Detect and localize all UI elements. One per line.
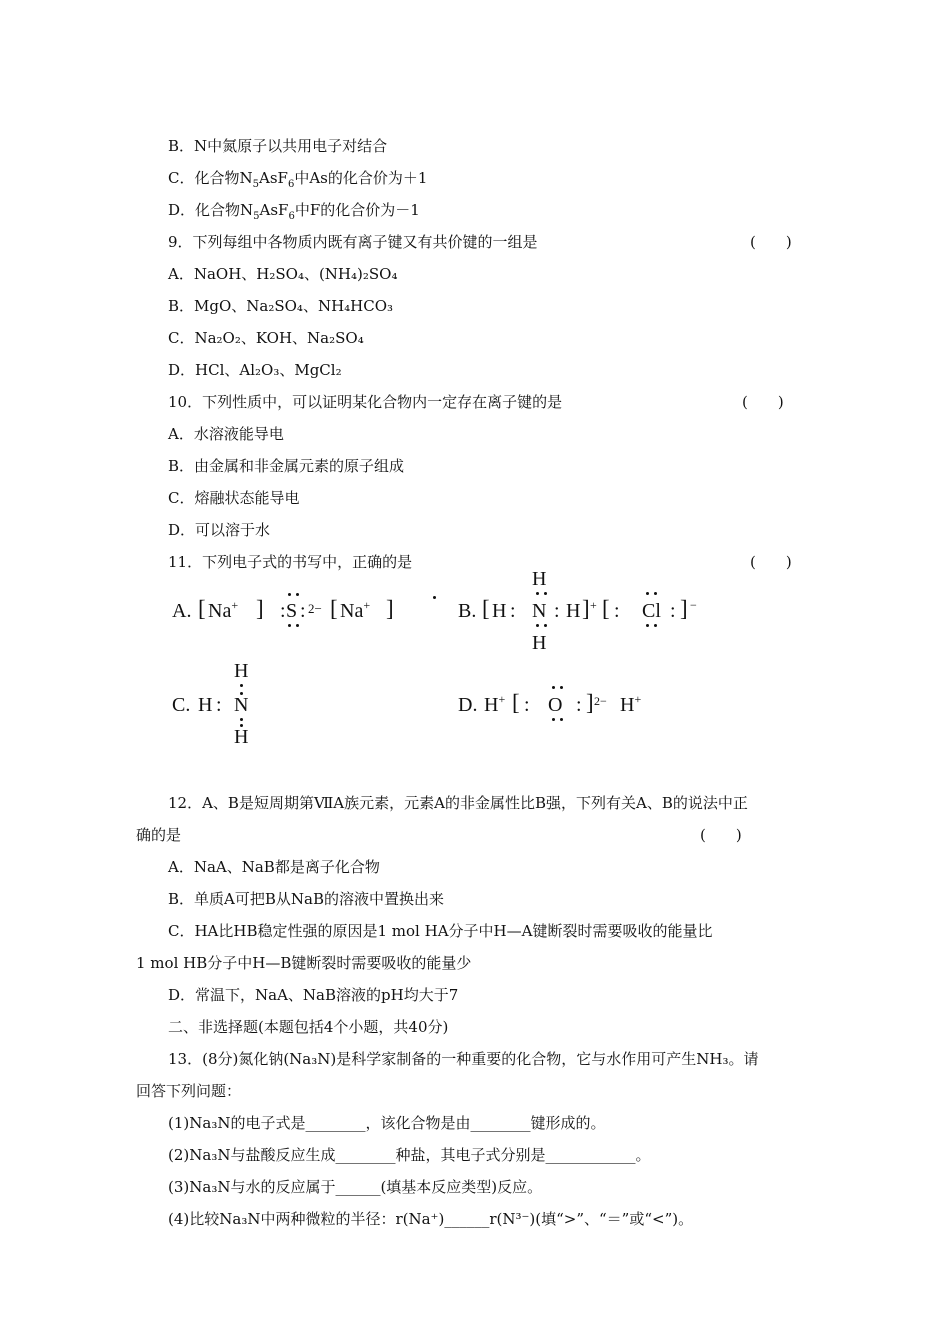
q9-option-a: A．NaOH、H₂SO₄、(NH₄)₂SO₄ [168, 265, 398, 283]
electron-formula-a [172, 596, 412, 636]
fig-b-h-left: H [492, 600, 507, 622]
q12-option-c-line2: 1 mol HB分子中H—B键断裂时需要吸收的能量少 [136, 954, 472, 972]
fig-a-bracket: ] [256, 596, 264, 621]
fig-a-label: A. [172, 600, 192, 622]
electron-dot [288, 593, 291, 596]
fig-a-bracket: ] [386, 596, 394, 621]
electron-dot [536, 592, 539, 595]
fig-c-label: C. [172, 694, 191, 716]
q13-stem-line1: 13．(8分)氮化钠(Na₃N)是科学家制备的一种重要的化合物，它与水作用可产生NH₃。请 [168, 1050, 759, 1068]
q12-answer-paren: ( ) [700, 826, 742, 844]
q12-option-b: B．单质A可把B从NaB的溶液中置换出来 [168, 890, 444, 908]
fig-b-colon: : [554, 600, 560, 622]
fig-b-cl: Cl [642, 600, 661, 622]
q12-option-a: A．NaA、NaB都是离子化合物 [168, 858, 380, 876]
q10-option-d: D．可以溶于水 [168, 521, 271, 539]
electron-formula-d [458, 686, 678, 726]
electron-formula-b [458, 568, 718, 656]
q12-stem-line2: 确的是 [136, 826, 182, 844]
q12-option-d: D．常温下，NaA、NaB溶液的pH均大于7 [168, 986, 459, 1004]
q9-option-c: C．Na₂O₂、KOH、Na₂SO₄ [168, 329, 364, 347]
fig-d-h-left: H+ [484, 692, 506, 716]
fig-b-bracket: [ [482, 596, 490, 621]
electron-dot [646, 624, 649, 627]
electron-dot [544, 592, 547, 595]
fig-c-h-top: H [234, 660, 249, 682]
electron-dot [296, 624, 299, 627]
fig-b-bracket: ] [680, 596, 688, 621]
electron-dot [552, 718, 555, 721]
q8-c-mid: AsF [258, 169, 288, 187]
fig-c-h-left: H [198, 694, 213, 716]
electron-dot [536, 624, 539, 627]
q8-c-sub2: 6 [287, 179, 295, 190]
electron-dot [240, 718, 243, 721]
fig-b-colon: : [614, 600, 620, 622]
q12-option-c-line1: C．HA比HB稳定性强的原因是1 mol HA分子中H—A键断裂时需要吸收的能量比 [168, 922, 713, 940]
electron-dot [646, 592, 649, 595]
q8-d-sub2: 6 [288, 211, 295, 222]
q9-option-b: B．MgO、Na₂SO₄、NH₄HCO₃ [168, 297, 394, 315]
fig-d-colon: : [576, 694, 582, 716]
fig-c-colon: : [216, 694, 222, 716]
electron-formula-c [172, 660, 292, 748]
fig-d-o: O [548, 694, 563, 716]
q10-option-a: A．水溶液能导电 [168, 425, 284, 443]
q13-part4: (4)比较Na₃N中两种微粒的半径：r(Na⁺)______r(N³⁻)(填“>”、“＝”或“<”)。 [168, 1210, 694, 1228]
q9-stem: 9．下列每组中各物质内既有离子键又有共价键的一组是 [168, 233, 538, 251]
fig-a-s-left-dots: : [280, 600, 286, 622]
fig-d-bracket: [ [512, 690, 520, 715]
q13-part3: (3)Na₃N与水的反应属于______(填基本反应类型)反应。 [168, 1178, 543, 1196]
electron-dot [240, 684, 243, 687]
electron-dot [433, 596, 436, 599]
fig-c-n: N [234, 694, 249, 716]
q10-stem: 10．下列性质中，可以证明某化合物内一定存在离子键的是 [168, 393, 563, 411]
q8-d-mid: AsF [259, 201, 289, 219]
electron-dot [296, 593, 299, 596]
fig-c-h-bottom: H [234, 726, 249, 748]
fig-d-label: D. [458, 694, 478, 716]
fig-a-na2: Na+ [340, 598, 371, 622]
fig-b-bracket: [ [602, 596, 610, 621]
q8-c-post: 中As的化合价为＋1 [294, 169, 428, 187]
q10-option-c: C．熔融状态能导电 [168, 489, 300, 507]
electron-dot [654, 592, 657, 595]
fig-a-bracket: [ [198, 596, 206, 621]
electron-dot [560, 686, 563, 689]
fig-b-label: B. [458, 600, 477, 622]
fig-d-h-right: H+ [620, 692, 642, 716]
fig-a-charge: 2− [308, 601, 322, 616]
electron-dot [654, 624, 657, 627]
fig-b-n: N [532, 600, 547, 622]
q9-option-d: D．HCl、Al₂O₃、MgCl₂ [168, 361, 342, 379]
fig-b-h-right: H [566, 600, 581, 622]
fig-a-bracket: [ [330, 596, 338, 621]
fig-a-s-right-dots: : [300, 600, 306, 622]
q10-answer-paren: ( ) [742, 393, 784, 411]
q12-stem-line1: 12．A、B是短周期第ⅦA族元素，元素A的非金属性比B强，下列有关A、B的说法中正 [168, 794, 748, 812]
q8-option-c [168, 168, 427, 195]
q8-c-pre: C．化合物N [168, 169, 253, 187]
electron-dot [552, 686, 555, 689]
q8-c-sub1: 5 [252, 179, 259, 190]
q9-answer-paren: ( ) [750, 233, 792, 251]
q8-d-post: 中F的化合价为－1 [294, 201, 420, 219]
fig-b-colon: : [670, 600, 676, 622]
q13-part2: (2)Na₃N与盐酸反应生成________种盐，其电子式分别是____________。 [168, 1146, 651, 1164]
fig-a-na: Na+ [208, 598, 239, 622]
q8-option-b: B．N中氮原子以共用电子对结合 [168, 137, 388, 155]
q11-answer-paren: ( ) [750, 553, 792, 571]
fig-b-colon: : [510, 600, 516, 622]
electron-dot [544, 624, 547, 627]
fig-b-h-top: H [532, 568, 547, 590]
q13-part1: (1)Na₃N的电子式是________，该化合物是由________键形成的。 [168, 1114, 606, 1132]
q8-option-d [168, 200, 420, 227]
fig-b-minus: − [690, 598, 697, 612]
fig-b-h-bottom: H [532, 632, 547, 654]
q8-d-pre: D．化合物N [168, 201, 254, 219]
fig-b-plus: + [590, 598, 597, 612]
fig-d-bracket: ] [586, 690, 594, 715]
fig-d-colon: : [524, 694, 530, 716]
q8-d-sub1: 5 [253, 211, 260, 222]
fig-a-s: S [286, 600, 298, 622]
section-heading-nonchoice: 二、非选择题(本题包括4个小题，共40分) [168, 1018, 449, 1036]
q11-stem: 11．下列电子式的书写中，正确的是 [168, 553, 413, 571]
electron-dot [288, 624, 291, 627]
electron-dot [560, 718, 563, 721]
fig-b-bracket: ] [582, 596, 590, 621]
q10-option-b: B．由金属和非金属元素的原子组成 [168, 457, 405, 475]
fig-d-charge: 2− [594, 694, 607, 708]
q13-stem-line2: 回答下列问题： [136, 1082, 242, 1100]
